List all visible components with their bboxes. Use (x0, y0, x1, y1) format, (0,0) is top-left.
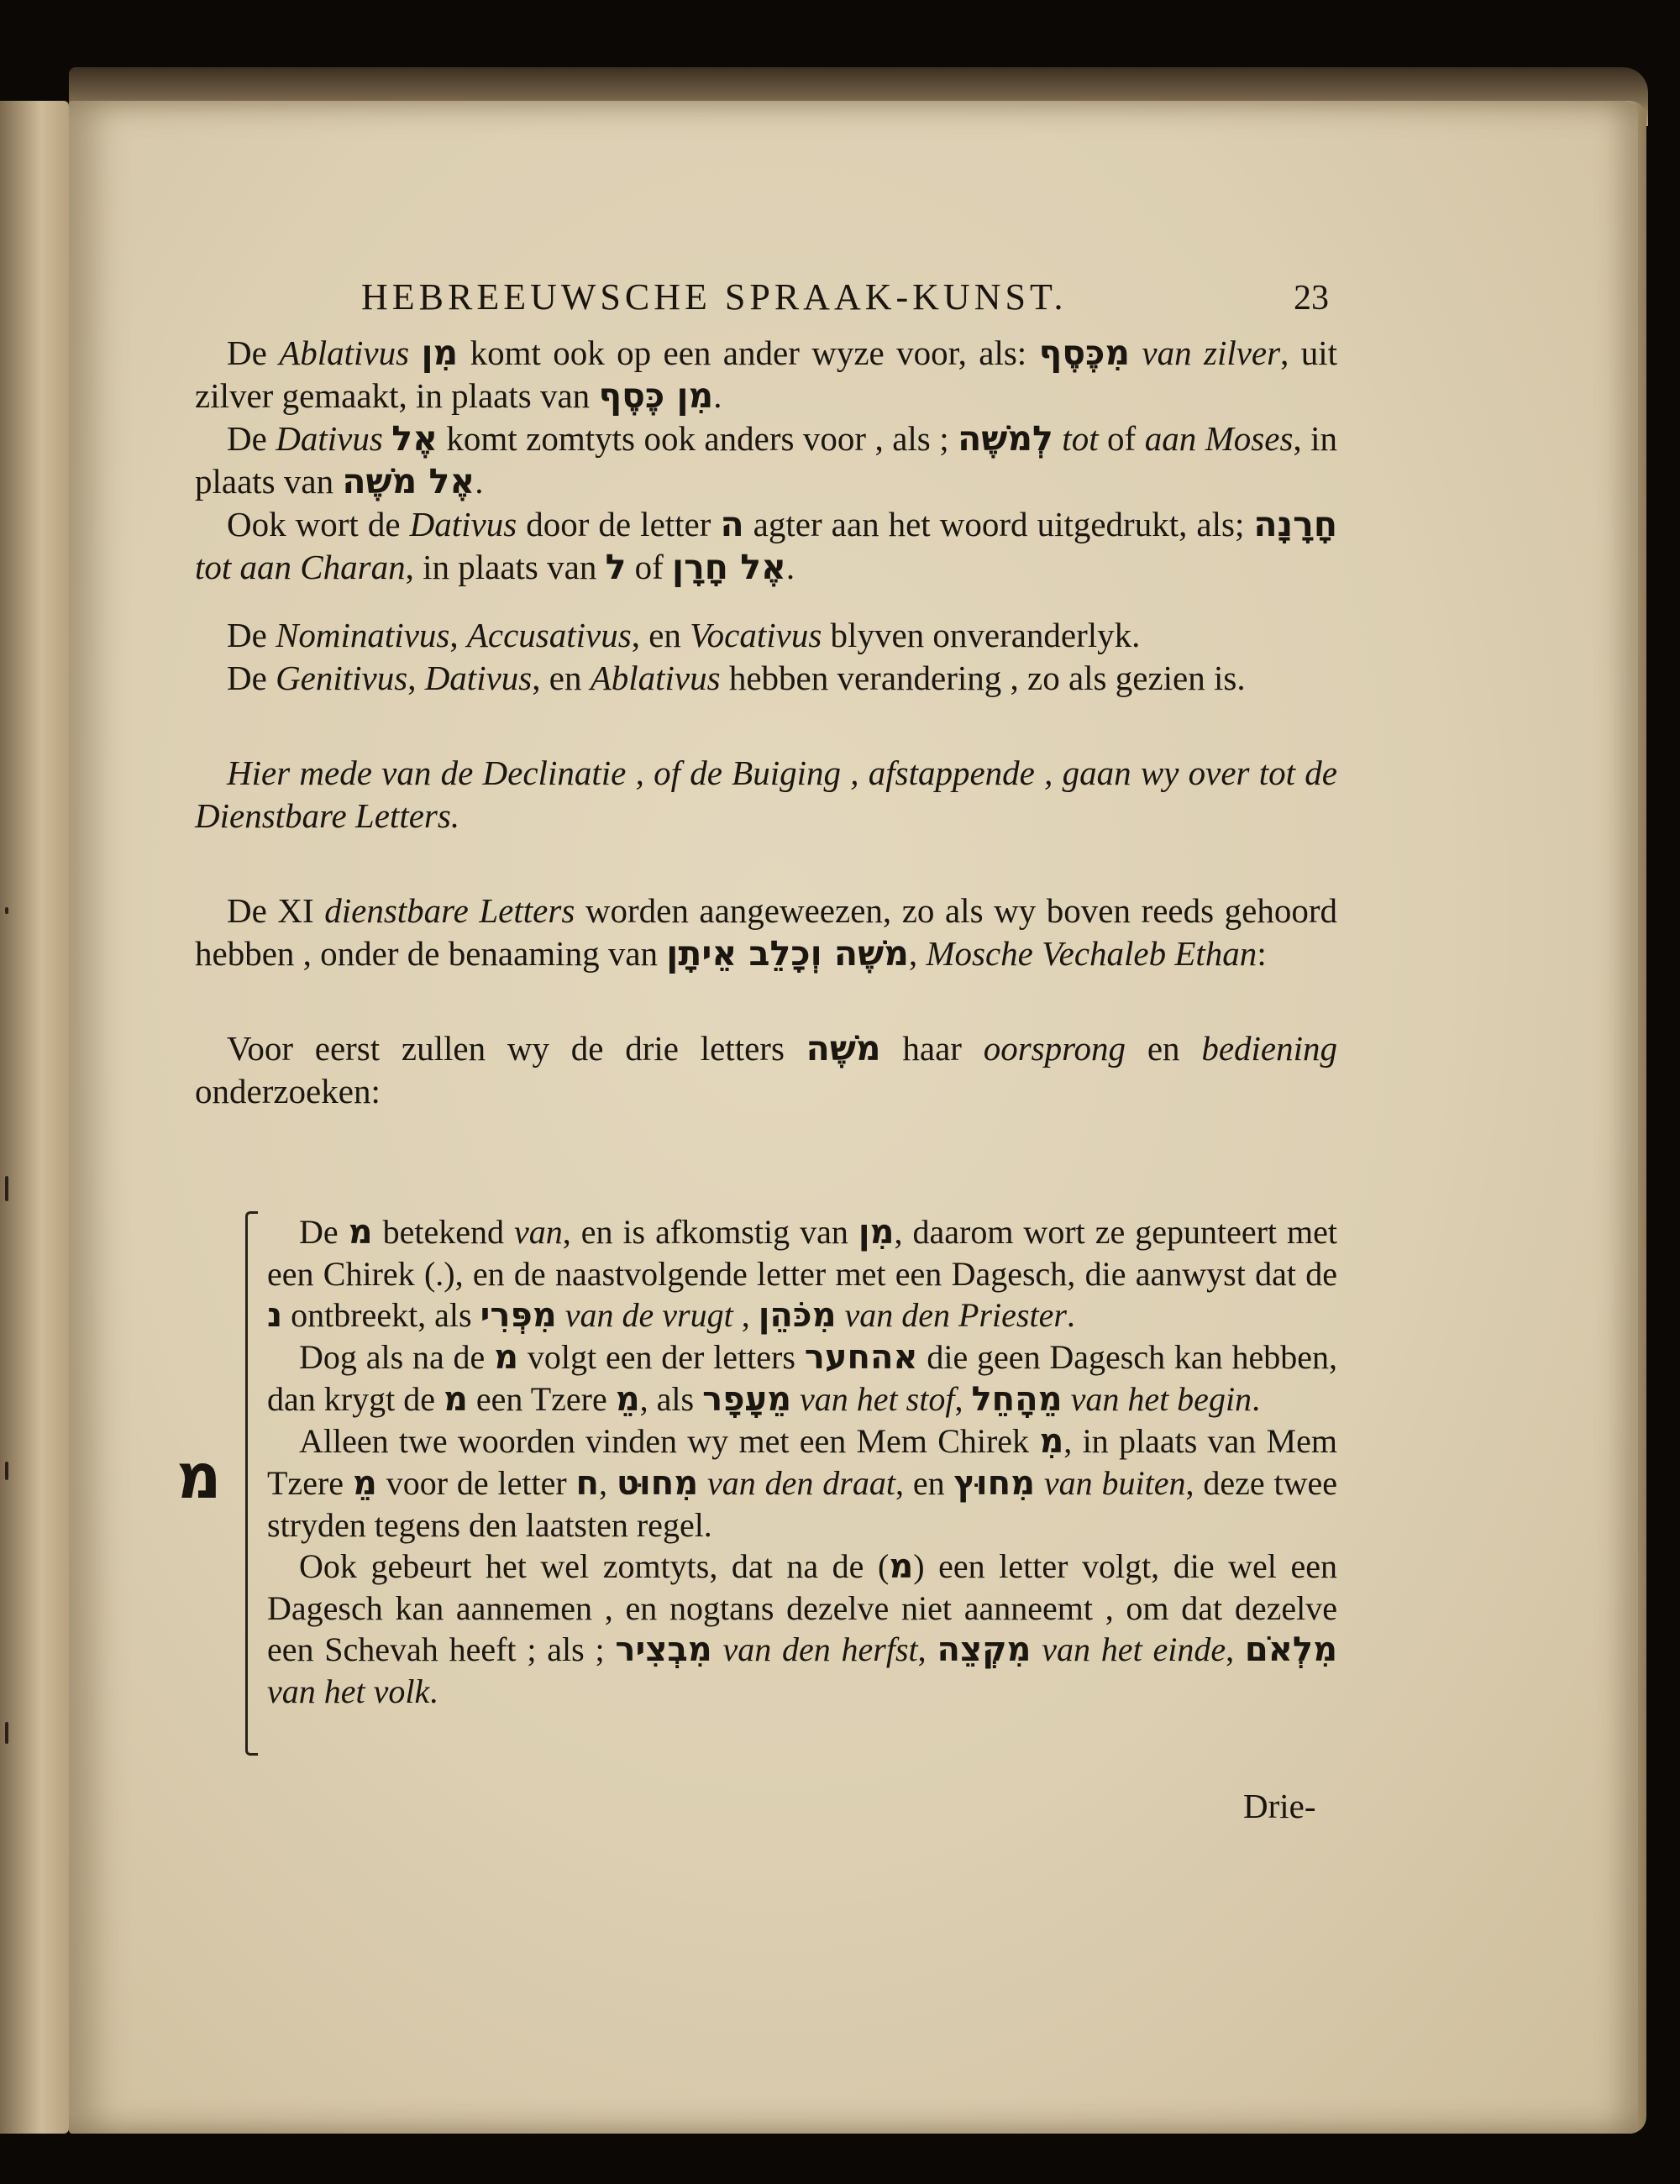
paragraph-mem-tzere: Dog als na de מ volgt een der letters אהחער die geen Dagesch kan hebben, dan krygt de מ een Tzere מֵ, als מֵעָפָר van het stof, מֵהָחֵל van het begin. (267, 1338, 1338, 1419)
paragraph-mem-schevah: Ook gebeurt het wel zomtyts, dat na de (מ) een letter volgt, die wel een Dagesch kan aannemen , en nogtans dezelve niet aanneemt , om dat dezelve een Schevah heeft ; als ; מִבְצִיר van den herfst, מִקְצֵה van het einde, מִלְאֹם van het volk. (267, 1547, 1338, 1710)
paragraph-nominativus: De Nominativus, Accusativus, en Vocativus blyven onveranderlyk. (227, 616, 1141, 654)
facing-page-mark (5, 1176, 8, 1201)
paragraph-genitivus: De Genitivus, Dativus, en Ablativus hebben verandering , zo als gezien is. (227, 659, 1246, 697)
facing-page-mark (5, 1722, 8, 1744)
running-title: HEBREEUWSCHE SPRAAK-KUNST. (361, 276, 1068, 318)
paragraph-ablativus: De Ablativus מִן komt ook op een ander wyze voor, als: מִכֶּסֶף van zilver, uit zilver gemaakt, in plaats van מִן כֶּסֶף. (195, 333, 1338, 416)
catchword: Drie- (1243, 1787, 1316, 1825)
paragraph-dativus: De Dativus אֶל komt zomtyts ook anders voor , als ; לְמֹשֶׁה tot of aan Moses, in plaats van אֶל מֹשֶׁה. (195, 418, 1338, 501)
facing-page-mark (5, 1462, 8, 1480)
paragraph-mem-chirek: Alleen twe woorden vinden wy met een Mem Chirek מִ, in plaats van Mem Tzere מֵ voor de letter ח, מִחוּט van den draat, en מִחוּץ van buiten, deze twee stryden tegens den laatsten regel. (267, 1422, 1337, 1544)
paragraph-transition: Hier mede van de Declinatie , of de Buiging , afstappende , gaan wy over tot de Dienstbare Letters. (195, 753, 1337, 835)
paragraph-voor-eerst: Voor eerst zullen wy de drie letters מֹשֶׁה haar oorsprong en bediening onderzoeken: (195, 1028, 1337, 1110)
paragraph-mem-betekenis: De מ betekend van, en is afkomstig van מִן, daarom wort ze gepunteert met een Chirek (.), en de naastvolgende letter met een Dagesch, die aanwyst dat de נ ontbreekt, als מִפְּרִי van de vrugt , מִכֹּהֵן van den Priester. (267, 1213, 1338, 1335)
page-number: 23 (1294, 279, 1329, 318)
upper-text-block (195, 332, 1337, 1113)
facing-page-edge (0, 101, 69, 2134)
margin-mem-letter: מ (176, 1441, 222, 1513)
mem-section (267, 1211, 1337, 1712)
facing-page-mark (5, 907, 8, 914)
paragraph-dativus-he: Ook wort de Dativus door de letter ה agter aan het woord uitgedrukt, als; חָרָנָה tot aan Charan, in plaats van ל of אֶל חָרָן. (195, 504, 1337, 587)
paragraph-dienstbare-letters: De XI dienstbare Letters worden aangeweezen, zo als wy boven reeds gehoord hebben , onder de benaaming van מֹשֶׁה וְכָלֵב אֵיתָן, Mosche Vechaleb Ethan: (195, 891, 1338, 974)
margin-bracket (245, 1211, 258, 1756)
